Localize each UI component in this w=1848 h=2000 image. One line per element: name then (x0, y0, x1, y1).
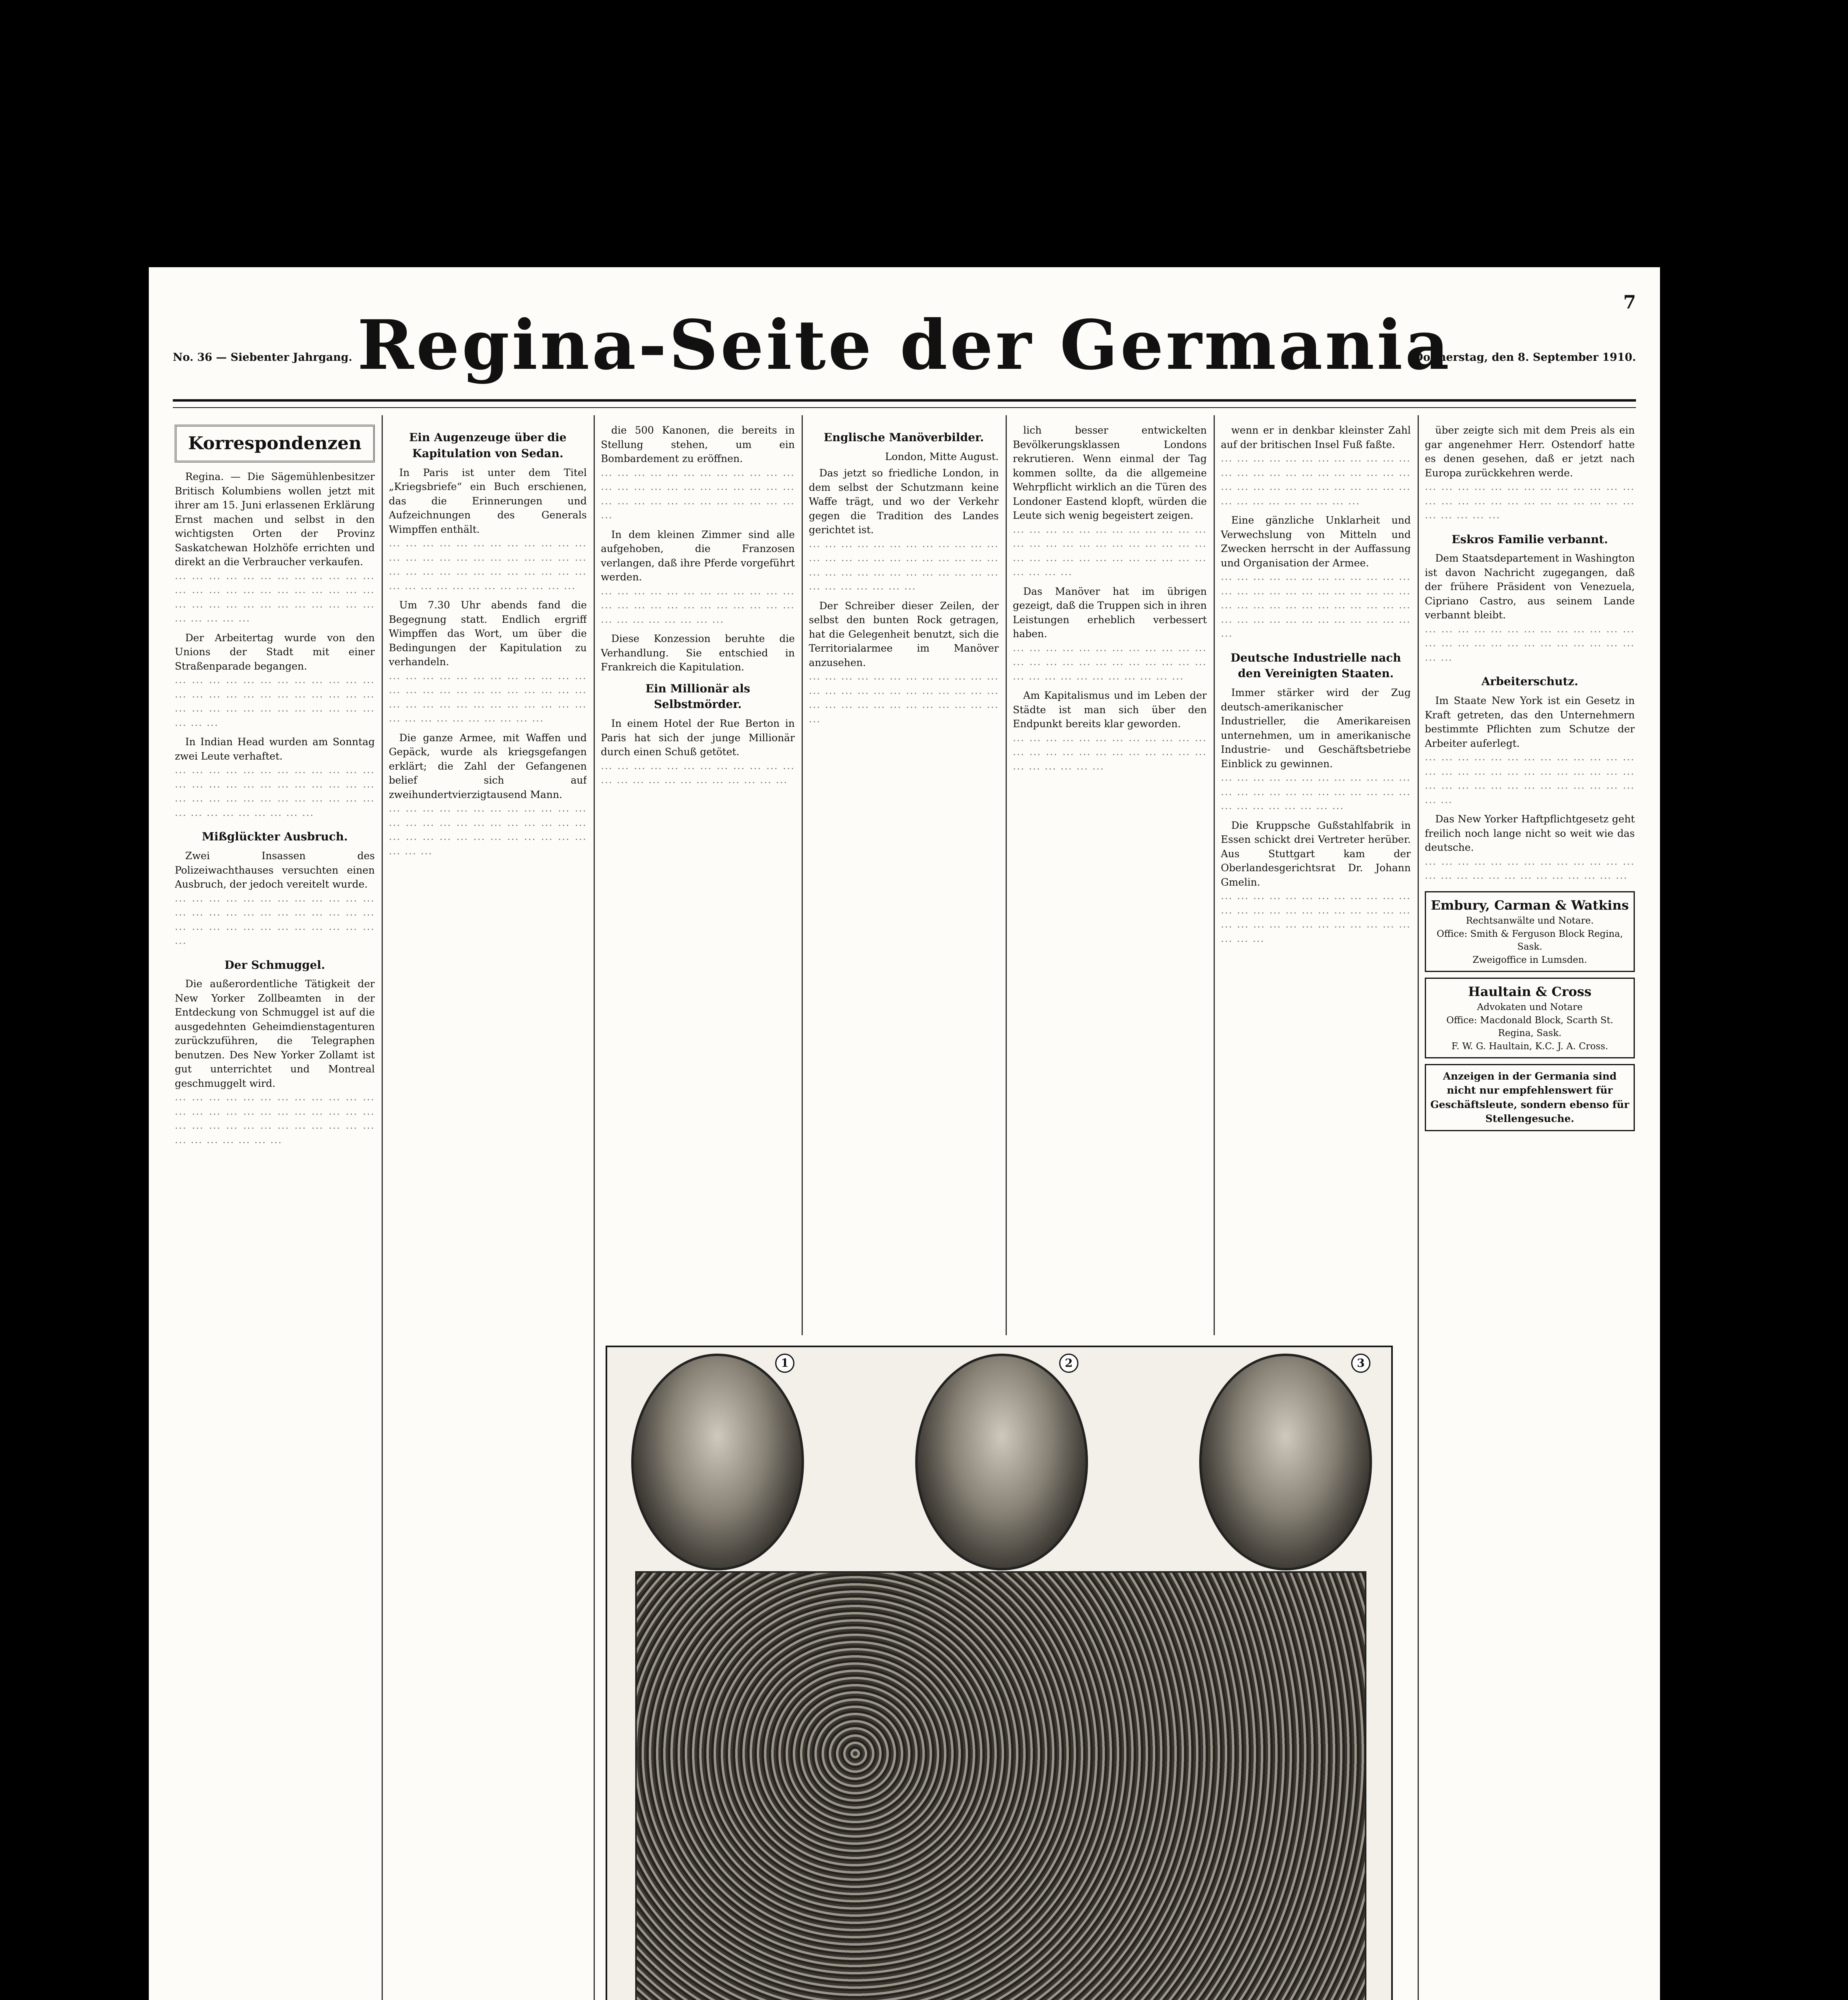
article-paragraph: Immer stärker wird der Zug deutsch-amerikanischer Industrieller, die Amerikareisen unternehmen, um in amerikanische Industrie- und Geschäftsbetriebe Einblick zu gewinnen. (1221, 687, 1411, 770)
column-2 (389, 423, 587, 2000)
article-paragraph: Das jetzt so friedliche London, in dem selbst der Schutzmann keine Waffe trägt, und wo der Verkehr gegen die Tradition des Landes gerichtet ist. (809, 467, 999, 536)
article-paragraph: Diese Konzession beruhte die Verhandlung. Sie entschied in Frankreich die Kapitulation. (601, 633, 795, 673)
illegible-text: ··· ··· ··· ··· ··· ··· ··· ··· ··· ··· ··· ··· ··· ··· ··· ··· ··· ··· ··· ··· ··· ··· ··· ··· ··· ··· ··· ··· ··· ··· ··· ··· ··· ··· ··· ··· ··· ··· ··· ··· ··· ··· ··· (175, 1094, 375, 1148)
column-3 (601, 423, 795, 1335)
crowd-photo (635, 1571, 1366, 2000)
article-paragraph: die 500 Kanonen, die bereits in Stellung stehen, um ein Bombardement zu eröffnen. (601, 424, 795, 464)
issue-date: Donnerstag, den 8. September 1910. (1414, 351, 1636, 364)
article-paragraph: In einem Hotel der Rue Berton in Paris hat sich der junge Millionär durch einen Schuß getötet. (601, 718, 795, 758)
illegible-text: ··· ··· ··· ··· ··· ··· ··· ··· ··· ··· ··· ··· ··· ··· ··· ··· ··· ··· ··· ··· ··· ··· ··· ··· ··· ··· ··· ··· ··· ··· ··· ··· ··· ··· ··· ··· ··· ··· ··· (1221, 893, 1411, 947)
article-paragraph: wenn er in denkbar kleinster Zahl auf der britischen Insel Fuß faßte. (1221, 424, 1411, 450)
article-heading: Ein Millionär als Selbstmörder. (645, 682, 750, 711)
article-heading: Englische Manöverbilder. (824, 431, 984, 444)
portrait-photo (915, 1354, 1088, 1570)
column-rule (1418, 415, 1419, 2000)
illegible-text: ··· ··· ··· ··· ··· ··· ··· ··· ··· ··· ··· ··· ··· ··· ··· ··· ··· ··· ··· ··· ··· ··· ··· ··· ··· ··· ··· ··· ··· ··· ··· ··· ··· ··· ··· ··· ··· ··· ··· ··· ··· (1425, 754, 1635, 808)
illegible-text: ··· ··· ··· ··· ··· ··· ··· ··· ··· ··· ··· ··· ··· ··· ··· ··· ··· ··· ··· ··· ··· ··· ··· ··· ··· ··· ··· ··· ··· ··· ··· ··· ··· ··· ··· ··· ··· ··· ··· ··· ··· ··· ··· ··· ··· ··· ··· ··· (389, 540, 587, 594)
article-heading: Mißglückter Ausbruch. (202, 830, 348, 844)
photo-label: 3 (1351, 1354, 1370, 1373)
illegible-text: ··· ··· ··· ··· ··· ··· ··· ··· ··· ··· ··· ··· ··· ··· ··· ··· ··· ··· ··· ··· ··· ··· ··· ··· ··· ··· ··· ··· ··· ··· ··· ··· ··· ··· ··· ··· ··· (175, 895, 375, 950)
portrait-photo (1199, 1354, 1372, 1570)
column-5 (1013, 423, 1207, 1335)
portrait-photo (631, 1354, 804, 1570)
issue-number: No. 36 — Siebenter Jahrgang. (173, 351, 352, 364)
column-4 (809, 423, 999, 1335)
article-paragraph: Im Staate New York ist ein Gesetz in Kraft getreten, das den Unternehmern bestimmte Pflichten zum Schutze der Arbeiter auferlegt. (1425, 695, 1635, 749)
article-paragraph: Der Schreiber dieser Zeilen, der selbst den bunten Rock getragen, hat die Gelegenheit benutzt, sich die Territorialarmee im Manöver anzusehen. (809, 600, 999, 668)
article-heading: Ein Augenzeuge über die Kapitulation von Sedan. (409, 431, 567, 460)
illegible-text: ··· ··· ··· ··· ··· ··· ··· ··· ··· ··· ··· ··· ··· ··· ··· ··· ··· ··· ··· ··· ··· ··· ··· ··· (601, 762, 795, 788)
illegible-text: ··· ··· ··· ··· ··· ··· ··· ··· ··· ··· ··· ··· ··· ··· ··· ··· ··· ··· ··· ··· ··· ··· ··· ··· ··· ··· ··· ··· ··· ··· ··· ··· ··· ··· ··· ··· ··· ··· ··· ··· ··· (175, 572, 375, 627)
article-paragraph: Zwei Insassen des Polizeiwachthauses versuchten einen Ausbruch, der jedoch vereitelt wurde. (175, 850, 375, 890)
masthead-rule (173, 399, 1636, 402)
illegible-text: ··· ··· ··· ··· ··· ··· ··· ··· ··· ··· ··· ··· ··· ··· ··· ··· ··· ··· ··· ··· ··· ··· ··· ··· ··· ··· (1425, 858, 1635, 884)
illegible-text: ··· ··· ··· ··· ··· ··· ··· ··· ··· ··· ··· ··· ··· ··· ··· ··· ··· ··· ··· ··· ··· ··· ··· ··· ··· ··· ··· ··· ··· ··· ··· ··· ··· ··· ··· ··· ··· ··· ··· ··· ··· ··· ··· (809, 540, 999, 595)
section-heading: Korrespondenzen (175, 425, 375, 462)
article-paragraph: Der Arbeitertag wurde von den Unions der Stadt mit einer Straßenparade begangen. (175, 632, 375, 672)
article-paragraph: In Indian Head wurden am Sonntag zwei Leute verhaftet. (175, 736, 375, 762)
page-number: 7 (1623, 291, 1636, 313)
column-1 (175, 423, 375, 2000)
article-paragraph: Die ganze Armee, mit Waffen und Gepäck, wurde als kriegsgefangen erklärt; die Zahl der Gefangenen belief sich auf zweihundertvierzigtausend Mann. (389, 732, 587, 800)
photo-montage (606, 1346, 1393, 2000)
illegible-text: ··· ··· ··· ··· ··· ··· ··· ··· ··· ··· ··· ··· ··· ··· ··· ··· ··· ··· ··· ··· ··· ··· ··· ··· ··· ··· ··· ··· ··· ··· ··· ··· ··· ··· ··· ··· ··· ··· ··· ··· ··· ··· ··· ··· ··· ··· (389, 672, 587, 727)
notice-box: Anzeigen in der Germania sind nicht nur empfehlenswert für Geschäftsleute, sondern ebenso für Stellengesuche. (1425, 1064, 1635, 1131)
column-rule (1214, 415, 1215, 1335)
article-paragraph: Eine gänzliche Unklarheit und Verwechslung von Mitteln und Zwecken herrscht in der Auffassung und Organisation der Armee. (1221, 514, 1411, 569)
illegible-text: ··· ··· ··· ··· ··· ··· ··· ··· ··· ··· ··· ··· ··· ··· ··· ··· ··· ··· ··· ··· ··· ··· ··· ··· ··· ··· ··· ··· ··· ··· ··· ··· ··· ··· ··· ··· ··· ··· ··· ··· ··· ··· ··· ··· ··· (175, 767, 375, 821)
article-paragraph: Regina. — Die Sägemühlenbesitzer Britisch Kolumbiens wollen jetzt mit ihrer am 15. Juni erlassenen Erklärung Ernst machen und selbst in den wichtigsten Orten der Provinz Saskatchewan Holzhöfe errichten und direkt an die Verbraucher verkaufen. (175, 471, 375, 568)
newspaper-page (149, 267, 1660, 2000)
column-rule (382, 415, 383, 2000)
article-paragraph: In Paris ist unter dem Titel „Kriegsbriefe“ ein Buch erschienen, das die Erinnerungen und Aufzeichnungen des Generals Wimpffen enthält. (389, 466, 587, 535)
illegible-text: ··· ··· ··· ··· ··· ··· ··· ··· ··· ··· ··· ··· ··· ··· ··· ··· ··· ··· ··· ··· ··· ··· ··· ··· ··· ··· ··· ··· ··· ··· ··· ··· ··· ··· ··· ··· ··· ··· ··· ··· ··· ··· ··· ··· ··· ··· ··· ··· ··· (1221, 574, 1411, 642)
article-heading: Der Schmuggel. (224, 958, 325, 972)
masthead-rule-thin (173, 407, 1636, 408)
article-heading: Deutsche Industrielle nach den Vereinigten Staaten. (1230, 651, 1401, 680)
article-paragraph: über zeigte sich mit dem Preis als ein gar angenehmer Herr. Ostendorf hatte es denen gesehen, daß er jetzt nach Europa zurückkehren werde. (1425, 424, 1635, 479)
illegible-text: ··· ··· ··· ··· ··· ··· ··· ··· ··· ··· ··· ··· ··· ··· ··· ··· ··· ··· ··· ··· ··· ··· ··· ··· ··· ··· ··· ··· ··· ··· ··· (1425, 484, 1635, 524)
illegible-text: ··· ··· ··· ··· ··· ··· ··· ··· ··· ··· ··· ··· ··· ··· ··· ··· ··· ··· ··· ··· ··· ··· ··· ··· ··· ··· ··· ··· ··· ··· ··· ··· ··· ··· ··· ··· ··· (601, 469, 795, 524)
advertisement-embury (1425, 891, 1635, 972)
ad-office: Office: Smith & Ferguson Block Regina, Sask. (1436, 928, 1623, 952)
ad-subtitle: Rechtsanwälte und Notare. (1466, 915, 1594, 926)
ad-office: Office: Macdonald Block, Scarth St. Regina, Sask. (1446, 1015, 1614, 1039)
illegible-text: ··· ··· ··· ··· ··· ··· ··· ··· ··· ··· ··· ··· ··· ··· ··· ··· ··· ··· ··· ··· ··· ··· ··· ··· ··· ··· ··· ··· ··· ··· ··· ··· (601, 588, 795, 628)
advertisement-haultain (1425, 978, 1635, 1058)
article-paragraph: Die Kruppsche Gußstahlfabrik in Essen schickt drei Vertreter herüber. Aus Stuttgart kam der Oberlandesgerichtsrat Dr. Johann Gmelin. (1221, 819, 1411, 888)
photo-label: 2 (1059, 1354, 1078, 1373)
illegible-text: ··· ··· ··· ··· ··· ··· ··· ··· ··· ··· ··· ··· ··· ··· ··· ··· ··· ··· ··· ··· ··· ··· ··· ··· ··· ··· ··· ··· ··· ··· ··· ··· ··· ··· ··· ··· ··· ··· ··· ··· ··· ··· ··· ··· ··· (1221, 455, 1411, 510)
photo-label: 1 (775, 1354, 794, 1373)
article-paragraph: Das Manöver hat im übrigen gezeigt, daß die Truppen sich in ihren Leistungen erheblich verbessert haben. (1013, 585, 1207, 640)
ad-subtitle: Advokaten und Notare (1477, 1002, 1583, 1012)
article-paragraph: Um 7.30 Uhr abends fand die Begegnung statt. Endlich ergriff Wimpffen das Wort, um über die Bedingungen der Kapitulation zu verhandeln. (389, 599, 587, 668)
illegible-text: ··· ··· ··· ··· ··· ··· ··· ··· ··· ··· ··· ··· ··· ··· ··· ··· ··· ··· ··· ··· ··· ··· ··· ··· ··· ··· ··· ··· ··· ··· ··· ··· ··· ··· ··· (1013, 644, 1207, 685)
article-paragraph: lich besser entwickelten Bevölkerungsklassen Londons rekrutieren. Wenn einmal der Tag kommen sollte, da die allgemeine Wehrpflicht wirklich an die Türen des Londoner Eastend klopft, würden die Leute sich wenig begeistert zeigen. (1013, 424, 1207, 521)
ad-branch: Zweigoffice in Lumsden. (1472, 954, 1587, 965)
illegible-text: ··· ··· ··· ··· ··· ··· ··· ··· ··· ··· ··· ··· ··· ··· ··· ··· ··· ··· ··· ··· ··· ··· ··· ··· ··· ··· ··· ··· ··· ··· ··· ··· ··· ··· ··· ··· ··· ··· ··· (389, 805, 587, 860)
ad-partners: F. W. G. Haultain, K.C. J. A. Cross. (1451, 1041, 1608, 1052)
column-rule (802, 415, 803, 1335)
article-heading: Eskros Familie verbannt. (1452, 532, 1608, 546)
illegible-text: ··· ··· ··· ··· ··· ··· ··· ··· ··· ··· ··· ··· ··· ··· ··· ··· ··· ··· ··· ··· ··· ··· ··· ··· ··· ··· ··· ··· ··· ··· ··· ··· ··· ··· ··· ··· ··· (809, 673, 999, 728)
article-paragraph: In dem kleinen Zimmer sind alle aufgehoben, die Franzosen verlangen, daß ihre Pferde vorgeführt werden. (601, 528, 795, 583)
column-7 (1425, 423, 1635, 2000)
illegible-text: ··· ··· ··· ··· ··· ··· ··· ··· ··· ··· ··· ··· ··· ··· ··· ··· ··· ··· ··· ··· ··· ··· ··· ··· ··· ··· ··· ··· ··· ··· ··· ··· ··· ··· ··· ··· ··· ··· ··· ··· (1013, 526, 1207, 580)
masthead-title: Regina-Seite der Germania (357, 305, 1452, 385)
article-heading: Arbeiterschutz. (1481, 675, 1578, 688)
ad-name: Embury, Carman & Watkins (1431, 897, 1629, 913)
article-paragraph: Dem Staatsdepartement in Washington ist davon Nachricht zugegangen, daß der frühere Präsident von Venezuela, Cipriano Castro, aus seinem Lande verbannt bleibt. (1425, 552, 1635, 621)
article-dateline: London, Mitte August. (885, 450, 999, 462)
article-paragraph: Am Kapitalismus und im Leben der Städte ist man sich über den Endpunkt bereits klar geworden. (1013, 690, 1207, 730)
illegible-text: ··· ··· ··· ··· ··· ··· ··· ··· ··· ··· ··· ··· ··· ··· ··· ··· ··· ··· ··· ··· ··· ··· ··· ··· ··· ··· ··· ··· ··· ··· ··· ··· (1221, 774, 1411, 814)
column-rule (1006, 415, 1007, 1335)
illegible-text: ··· ··· ··· ··· ··· ··· ··· ··· ··· ··· ··· ··· ··· ··· ··· ··· ··· ··· ··· ··· ··· ··· ··· ··· ··· ··· ··· ··· (1425, 626, 1635, 666)
ad-name: Haultain & Cross (1468, 984, 1592, 999)
article-paragraph: Die außerordentliche Tätigkeit der New Yorker Zollbeamten in der Entdeckung von Schmuggel ist auf die ausgedehnten Geheimdienstagenturen zurückzuführen, die Telegraphen benutzen. Des New Yorker Zollamt ist gut unterrichtet und Montreal geschmuggelt wird. (175, 978, 375, 1089)
column-rule (594, 415, 595, 2000)
illegible-text: ··· ··· ··· ··· ··· ··· ··· ··· ··· ··· ··· ··· ··· ··· ··· ··· ··· ··· ··· ··· ··· ··· ··· ··· ··· ··· ··· ··· ··· ··· (1013, 734, 1207, 775)
illegible-text: ··· ··· ··· ··· ··· ··· ··· ··· ··· ··· ··· ··· ··· ··· ··· ··· ··· ··· ··· ··· ··· ··· ··· ··· ··· ··· ··· ··· ··· ··· ··· ··· ··· ··· ··· ··· ··· ··· ··· (175, 677, 375, 731)
article-paragraph: Das New Yorker Haftpflichtgesetz geht freilich noch lange nicht so weit wie das deutsche. (1425, 813, 1635, 853)
